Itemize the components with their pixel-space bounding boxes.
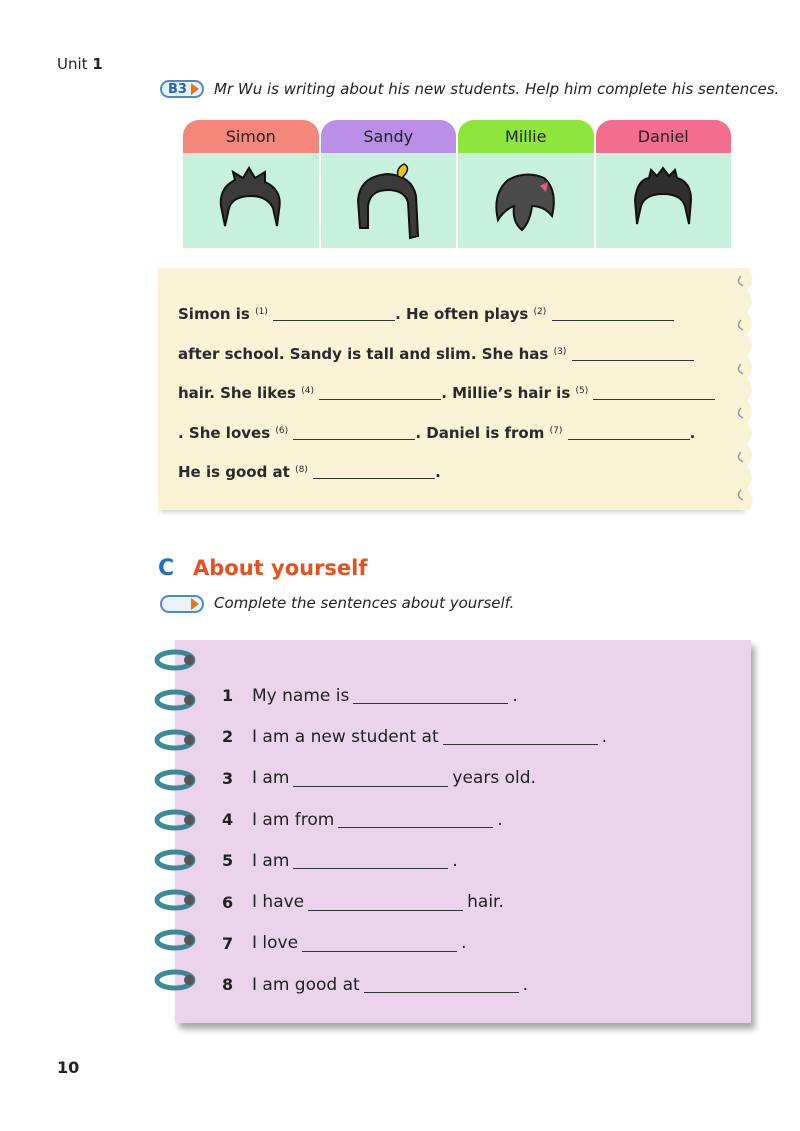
blank-number: (6) [275,425,289,436]
sentence-number: 3 [222,768,234,788]
student-simon [183,120,319,248]
note-text: . She loves [178,423,271,442]
sentence-start: I am a new student at [252,726,439,747]
note-paragraph [178,294,718,492]
sentence-start: I am good at [252,974,360,995]
sentence-number: 1 [222,686,234,706]
c-instruction: Complete the sentences about yourself. [214,594,515,612]
student-millie [458,120,594,248]
spiral-ring-icon [153,648,201,672]
unit-number: 1 [92,55,103,73]
blank-number: (1) [255,307,268,317]
note-text: hair. She likes [178,384,296,402]
sentence-number: 4 [222,810,234,830]
spiral-ring-icon [153,688,201,712]
sentence-end: years old. [452,768,536,789]
sentence-end: . [461,933,467,954]
sentence-number: 5 [222,851,234,871]
note-paper [158,268,743,510]
spiral-binding [153,648,203,1018]
blank-2[interactable] [552,306,674,321]
hair-icon [596,153,732,248]
blank-number: (7) [549,425,563,436]
hair-icon [321,153,457,248]
b3-badge-label: B3 [168,81,187,97]
student-table [183,120,731,248]
answer-blank[interactable] [364,976,519,993]
unit-label [57,55,103,73]
sentence-row [222,881,722,922]
spiral-ring-icon [153,848,201,872]
answer-blank[interactable] [293,770,448,787]
sentence-start: I have [252,892,305,913]
sentence-row [222,840,722,881]
answer-blank[interactable] [293,852,448,869]
sentence-start: My name is [252,685,350,706]
c-audio-badge[interactable] [160,595,204,613]
blank-5[interactable] [593,385,715,400]
sentence-number: 6 [222,892,234,912]
sentence-end: . [522,974,529,995]
sentence-row [222,923,722,964]
blank-8[interactable] [313,464,435,479]
section-title: About yourself [193,556,368,580]
student-name: Daniel [596,120,732,153]
sentence-end: hair. [467,892,504,913]
sentence-row [222,799,722,840]
sentence-end: . [452,850,458,871]
answer-blank[interactable] [443,728,598,745]
spiral-ring-icon [153,768,201,792]
spiral-ring-icon [153,888,201,912]
answer-blank[interactable] [302,935,457,952]
play-icon [191,598,199,610]
note-text: . Daniel is from [415,423,545,442]
page-number: 10 [57,1058,80,1077]
student-daniel [596,120,732,248]
sentence-number: 2 [222,727,234,747]
note-text: Simon is [178,305,250,323]
b3-audio-badge[interactable] [160,80,204,98]
blank-number: (8) [295,465,308,475]
sentence-row [222,675,722,716]
answer-blank[interactable] [338,811,493,828]
spiral-ring-icon [153,728,201,752]
blank-number: (4) [301,386,314,396]
play-icon [191,83,199,95]
section-letter: C [158,556,175,581]
sentence-end: . [512,685,518,706]
sentence-start: I love [252,933,299,954]
sentence-row [222,716,722,757]
blank-4[interactable] [319,385,441,400]
student-name: Sandy [321,120,457,153]
blank-6[interactable] [293,425,415,440]
sentence-start: I am [252,768,290,789]
sentence-number: 8 [222,975,234,995]
b3-instruction: Mr Wu is writing about his new students. Help him complete his sentences. [214,80,780,98]
note-text: . Millie’s hair is [441,384,571,402]
sentence-start: I am from [252,809,335,830]
sentence-row [222,758,722,799]
spiral-ring-icon [153,928,201,952]
sentence-start: I am [252,850,290,871]
note-text: . [435,463,441,481]
sentence-number: 7 [222,933,234,953]
torn-edge-icon [737,268,757,510]
note-text: . He is good at [178,423,696,481]
student-sandy [321,120,457,248]
blank-number: (3) [553,346,567,357]
blank-number: (2) [533,307,547,317]
note-text: . He often plays [395,305,529,323]
sentence-row [222,964,722,1005]
hair-icon [458,153,594,248]
student-name: Simon [183,120,319,153]
spiral-ring-icon [153,808,201,832]
note-text: after school. Sandy is tall and slim. She has [178,344,549,363]
hair-icon [183,153,319,248]
answer-blank[interactable] [353,687,508,704]
sentence-list [222,675,722,1005]
blank-number: (5) [575,386,589,396]
blank-7[interactable] [568,425,690,440]
student-name: Millie [458,120,594,153]
unit-word: Unit [57,55,88,73]
blank-1[interactable] [273,306,395,321]
spiral-ring-icon [153,968,201,992]
blank-3[interactable] [572,346,694,361]
sentence-end: . [601,726,608,747]
answer-blank[interactable] [308,894,463,911]
sentence-end: . [497,809,503,830]
